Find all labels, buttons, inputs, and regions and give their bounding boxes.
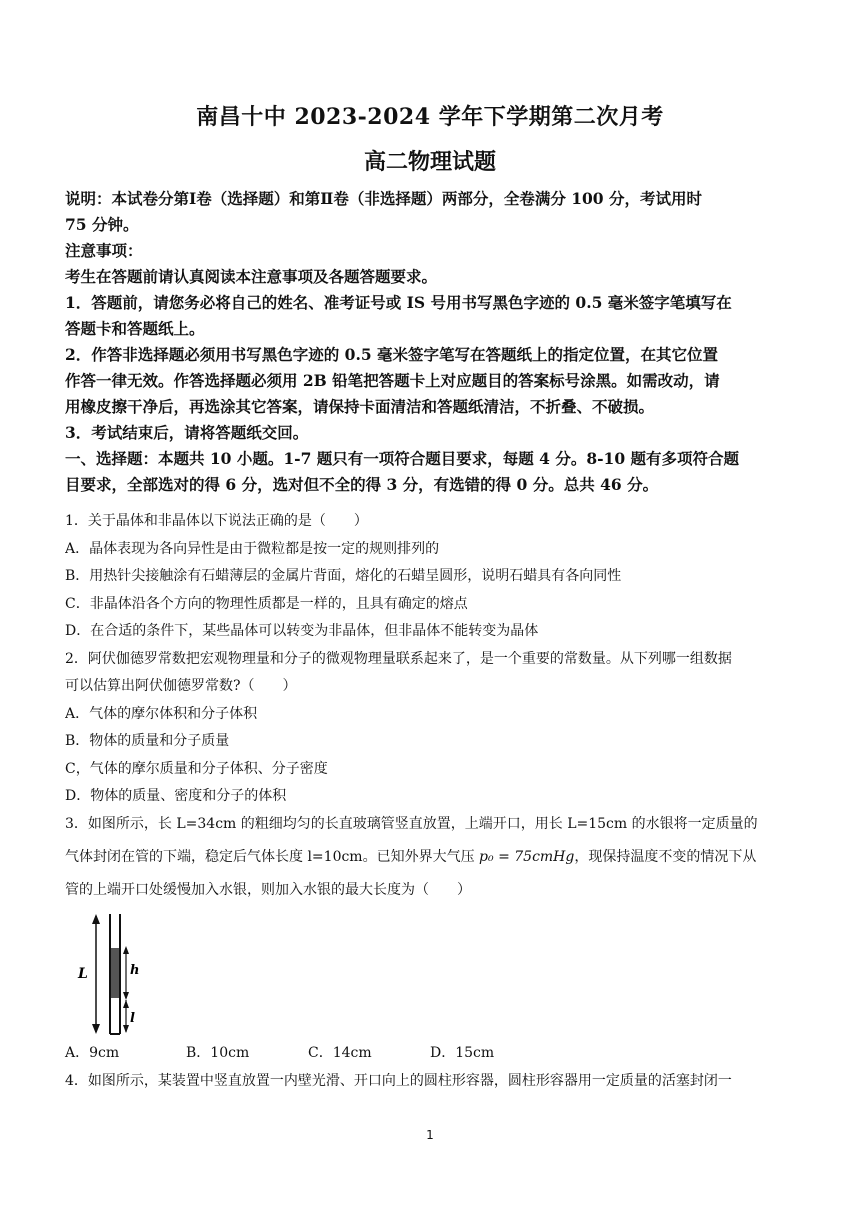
question-3-option-a: A．9cm <box>65 1045 120 1061</box>
question-3-stem: 3．如图所示，长 L=34cm 的粗细均匀的长直玻璃管竖直放置，上端开口，用长 L=15cm 的水银将一定质量的 <box>65 816 758 832</box>
question-1-option-c: C．非晶体沿各个方向的物理性质都是一样的，且具有确定的熔点 <box>65 595 468 612</box>
label-l: l <box>130 1011 135 1026</box>
page-number: 1 <box>426 1128 434 1142</box>
questions-block <box>65 508 797 811</box>
question-2-option-d: D．物体的质量、密度和分子的体积 <box>65 788 287 804</box>
question-2-option-a: A．气体的摩尔体积和分子体积 <box>65 705 258 722</box>
arrow-down-icon <box>123 992 129 1000</box>
question-3-text: ，现保持温度不变的情况下从 <box>574 849 757 865</box>
pressure-formula: p₀ = 75cmHg <box>479 849 575 865</box>
notice-item-1: 1．答题前，请您务必将自己的姓名、准考证号或 IS 号用书写黑色字迹的 0.5 毫米签字笔填写在 <box>65 293 732 312</box>
question-1-option-d: D．在合适的条件下，某些晶体可以转变为非晶体，但非晶体不能转变为晶体 <box>65 623 539 639</box>
exam-title: 南昌十中 2023-2024 学年下学期第二次月考 <box>196 104 664 130</box>
notice-heading: 注意事项： <box>65 241 143 260</box>
question-3-text: 气体封闭在管的下端，稳定后气体长度 l=10cm。已知外界大气压 <box>65 849 480 865</box>
label-L: L <box>78 966 88 982</box>
question-3-option-c: C．14cm <box>308 1045 372 1061</box>
question-3-block <box>65 808 797 907</box>
question-4-block <box>65 1068 797 1096</box>
arrow-up-icon <box>92 914 100 924</box>
arrow-down-icon <box>92 1024 100 1034</box>
arrow-down-icon <box>123 1025 129 1033</box>
question-1-option-b: B．用热针尖接触涂有石蜡薄层的金属片背面，熔化的石蜡呈圆形，说明石蜡具有各向同性 <box>65 568 622 584</box>
question-3-option-b: B．10cm <box>186 1045 250 1061</box>
notice-item-1-cont: 答题卡和答题纸上。 <box>65 319 205 338</box>
notice-item-2: 2．作答非选择题必须用书写黑色字迹的 0.5 毫米签字笔写在答题纸上的指定位置，在其它位置 <box>65 345 719 364</box>
question-4-stem: 4．如图所示，某装置中竖直放置一内壁光滑、开口向上的圆柱形容器，圆柱形容器用一定质量的活塞封闭一 <box>65 1073 732 1089</box>
notice-item-3: 3．考试结束后，请将答题纸交回。 <box>65 423 309 442</box>
arrow-up-icon <box>123 946 129 954</box>
instructions-block <box>65 186 797 498</box>
notice-item-2-cont: 作答一律无效。作答选择题必须用 2B 铅笔把答题卡上对应题目的答案标号涂黑。如需改动，请 <box>65 371 720 390</box>
arrow-up-icon <box>123 1000 129 1008</box>
question-3-stem-cont: 管的上端开口处缓慢加入水银，则加入水银的最大长度为（ ） <box>65 882 471 898</box>
question-1-option-a: A．晶体表现为各向异性是由于微粒都是按一定的规则排列的 <box>65 540 440 557</box>
description-line: 75 分钟。 <box>65 215 139 234</box>
section-heading: 一、选择题：本题共 10 小题。1-7 题只有一项符合题目要求，每题 4 分。8-10 题有多项符合题 <box>65 449 740 468</box>
notice-item-2-cont: 用橡皮擦干净后，再选涂其它答案，请保持卡面清洁和答题纸清洁，不折叠、不破损。 <box>65 397 655 416</box>
question-1-stem: 1．关于晶体和非晶体以下说法正确的是（ ） <box>65 513 368 529</box>
question-3-option-d: D．15cm <box>430 1045 495 1061</box>
notice-intro: 考生在答题前请认真阅读本注意事项及各题答题要求。 <box>65 267 438 286</box>
exam-subtitle: 高二物理试题 <box>363 149 496 175</box>
question-2-stem: 2．阿伏伽德罗常数把宏观物理量和分子的微观物理量联系起来了，是一个重要的常数量。从下列哪一组数据 <box>65 650 732 667</box>
question-2-option-c: C，气体的摩尔质量和分子体积、分子密度 <box>65 760 328 777</box>
label-h: h <box>130 963 140 978</box>
section-heading-cont: 目要求，全部选对的得 6 分，选对但不全的得 3 分，有选错的得 0 分。总共 46 分。 <box>65 475 659 494</box>
question-2-option-b: B．物体的质量和分子质量 <box>65 733 230 749</box>
mercury-column <box>111 948 119 998</box>
question-3-options <box>65 1042 494 1062</box>
description-line: 说明：本试卷分第Ⅰ卷（选择题）和第Ⅱ卷（非选择题）两部分，全卷满分 100 分，考试用时 <box>65 189 702 208</box>
question-2-stem-cont: 可以估算出阿伏伽德罗常数?（ ） <box>65 678 297 694</box>
question-3-stem-cont <box>65 841 797 874</box>
tube-figure <box>70 910 150 1040</box>
